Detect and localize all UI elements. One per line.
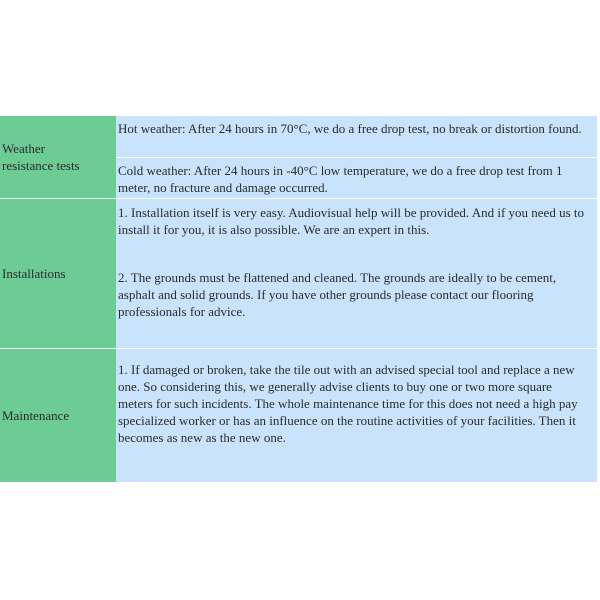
row-content-weather <box>116 116 597 199</box>
content-block <box>116 256 597 320</box>
row-content-maintenance <box>116 349 597 482</box>
spec-table <box>0 116 597 482</box>
paragraph-cold-weather: Cold weather: After 24 hours in -40°C low temperature, we do a free drop test from 1 meter, no fracture and damage occurred. <box>118 163 563 195</box>
row-label-installations <box>0 199 116 349</box>
paragraph-hot-weather: Hot weather: After 24 hours in 70°C, we do a free drop test, no break or distortion found. <box>118 121 582 136</box>
paragraph-maintenance: 1. If damaged or broken, take the tile out with an advised special tool and replace a new one. So considering this, we generally advise clients to buy one or two more square meters for such incidents. The whole maintenance time for this does not need a high pay specialized worker or has an influence on the routine activities of your facilities. Then it becomes as new as the new one. <box>118 362 578 445</box>
content-block <box>116 116 597 158</box>
content-block <box>116 349 597 446</box>
content-block <box>116 199 597 256</box>
paragraph-installation-1: 1. Installation itself is very easy. Audiovisual help will be provided. And if you need us to install it for you, it is also possible. We are an expert in this. <box>118 205 585 237</box>
row-label-maintenance <box>0 349 116 482</box>
row-label-text: Installations <box>2 266 66 281</box>
row-label-text: Maintenance <box>2 408 70 423</box>
paragraph-installation-2: 2. The grounds must be flattened and cleaned. The grounds are ideally to be cement, asphalt and solid grounds. If you have other grounds please contact our flooring professionals for advice. <box>118 270 557 319</box>
row-label-text: Weather resistance tests <box>2 141 80 173</box>
row-content-installations <box>116 199 597 349</box>
content-block <box>116 158 597 198</box>
row-label-weather <box>0 116 116 199</box>
